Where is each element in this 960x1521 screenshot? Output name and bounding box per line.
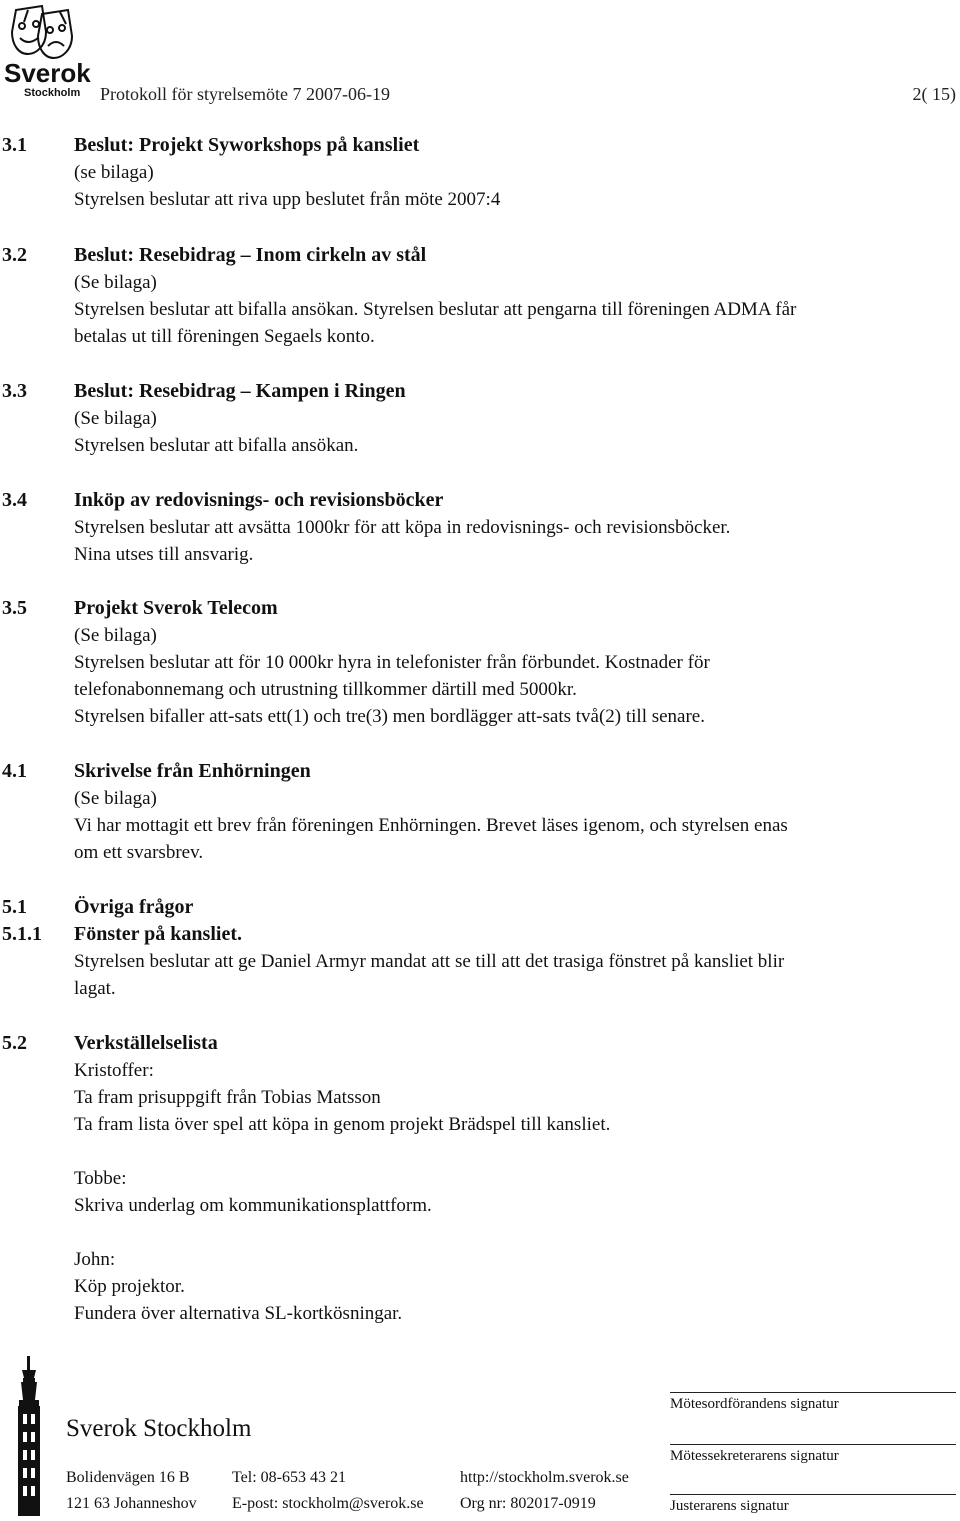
page-number: 2( 15) (912, 84, 956, 104)
section-line: Vi har mottagit ett brev från föreningen Enhörningen. Brevet läses igenom, och styrelsen enas (74, 815, 788, 836)
section-title: Övriga frågor (74, 896, 194, 918)
footer-address-line-1: Bolidenvägen 16 B (66, 1469, 190, 1486)
section-title: Beslut: Resebidrag – Kampen i Ringen (74, 380, 406, 402)
signature-label-adjuster: Justerarens signatur (670, 1498, 789, 1514)
section-line: telefonabonnemang och utrustning tillkommer därtill med 5000kr. (74, 679, 577, 700)
section-title: Inköp av redovisnings- och revisionsböcker (74, 489, 444, 511)
signature-label-secretary: Mötessekreterarens signatur (670, 1448, 839, 1464)
section-number: 5.2 (2, 1032, 27, 1054)
section-5-1-1 (0, 921, 956, 1002)
section-3-3 (0, 378, 956, 459)
section-number: 5.1.1 (2, 923, 42, 945)
section-number: 3.2 (2, 244, 27, 266)
signature-line-adjuster (670, 1494, 956, 1495)
section-line: Köp projektor. (74, 1276, 185, 1297)
section-3-4 (0, 487, 956, 568)
section-3-2 (0, 242, 956, 350)
section-line: John: (74, 1249, 116, 1270)
footer-org-number: Org nr: 802017-0919 (460, 1495, 596, 1512)
section-title: Beslut: Resebidrag – Inom cirkeln av stål (74, 244, 427, 266)
section-line: Styrelsen beslutar att riva upp beslutet från möte 2007:4 (74, 189, 501, 210)
section-line: Kristoffer: (74, 1060, 154, 1081)
section-line: (se bilaga) (74, 162, 154, 183)
signature-line-chair (670, 1392, 956, 1393)
stockholm-city-hall-icon (8, 1356, 50, 1516)
section-title: Fönster på kansliet. (74, 923, 242, 945)
section-title: Beslut: Projekt Syworkshops på kansliet (74, 134, 420, 156)
section-line: Tobbe: (74, 1168, 127, 1189)
footer-email: E-post: stockholm@sverok.se (232, 1495, 424, 1512)
sverok-logo (2, 2, 94, 98)
signature-label-chair: Mötesordförandens signatur (670, 1396, 839, 1412)
footer-phone: Tel: 08-653 43 21 (232, 1469, 346, 1486)
section-title: Verkställelselista (74, 1032, 218, 1054)
section-line: Styrelsen beslutar att för 10 000kr hyra in telefonister från förbundet. Kostnader för (74, 652, 710, 673)
section-number: 3.5 (2, 597, 27, 619)
section-line: (Se bilaga) (74, 272, 157, 293)
section-number: 3.4 (2, 489, 27, 511)
section-5-2 (0, 1030, 956, 1327)
section-line: Ta fram prisuppgift från Tobias Matsson (74, 1087, 381, 1108)
section-line: (Se bilaga) (74, 625, 157, 646)
section-line: Styrelsen beslutar att avsätta 1000kr för att köpa in redovisnings- och revisionsböcker. (74, 517, 731, 538)
section-line: lagat. (74, 978, 116, 999)
section-line: om ett svarsbrev. (74, 842, 204, 863)
footer-address-line-2: 121 63 Johanneshov (66, 1495, 197, 1512)
section-number: 3.3 (2, 380, 27, 402)
logo-subtext: Stockholm (24, 87, 81, 98)
section-line: Ta fram lista över spel att köpa in genom projekt Brädspel till kansliet. (74, 1114, 611, 1135)
section-number: 4.1 (2, 760, 27, 782)
section-line: Skriva underlag om kommunikationsplattform. (74, 1195, 432, 1216)
footer-organization: Sverok Stockholm (66, 1415, 252, 1442)
section-5-1 (0, 894, 956, 921)
section-title: Skrivelse från Enhörningen (74, 760, 311, 782)
section-line: (Se bilaga) (74, 788, 157, 809)
section-line (74, 1219, 956, 1246)
section-line: (Se bilaga) (74, 408, 157, 429)
section-line: betalas ut till föreningen Segaels konto. (74, 326, 375, 347)
section-line (74, 1138, 956, 1165)
section-line: Styrelsen beslutar att bifalla ansökan. Styrelsen beslutar att pengarna till föreningen ADMA får (74, 299, 797, 320)
section-number: 3.1 (2, 134, 27, 156)
footer-website: http://stockholm.sverok.se (460, 1469, 629, 1486)
section-line: Styrelsen bifaller att-sats ett(1) och tre(3) men bordlägger att-sats två(2) till senare. (74, 706, 705, 727)
section-title: Projekt Sverok Telecom (74, 597, 278, 619)
section-4-1 (0, 758, 956, 866)
section-line: Styrelsen beslutar att bifalla ansökan. (74, 435, 359, 456)
section-3-5 (0, 595, 956, 730)
logo-text: Sverok (4, 58, 91, 88)
document-title: Protokoll för styrelsemöte 7 2007-06-19 (100, 84, 390, 104)
section-line: Nina utses till ansvarig. (74, 544, 254, 565)
section-number: 5.1 (2, 896, 27, 918)
section-3-1 (0, 132, 956, 213)
signature-line-secretary (670, 1444, 956, 1445)
section-line: Styrelsen beslutar att ge Daniel Armyr mandat att se till att det trasiga fönstret på kansliet blir (74, 951, 785, 972)
section-line: Fundera över alternativa SL-kortkösningar. (74, 1303, 403, 1324)
